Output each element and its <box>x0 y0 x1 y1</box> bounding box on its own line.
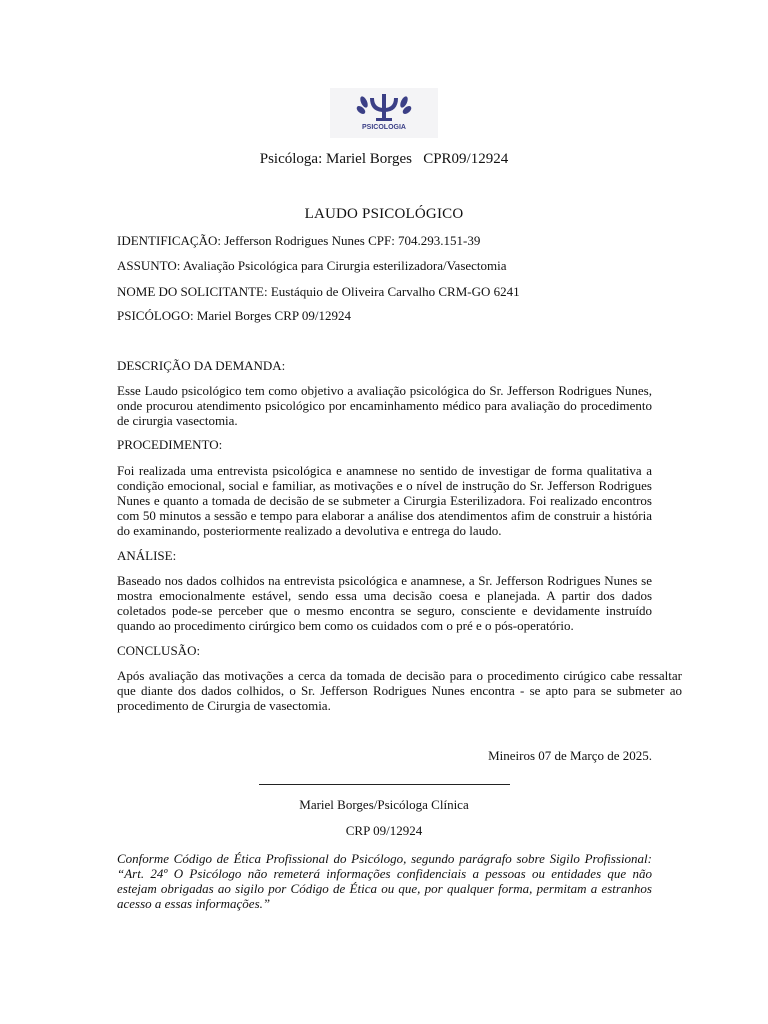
field-psicologo: PSICÓLOGO: Mariel Borges CRP 09/12924 <box>117 308 352 323</box>
field-assunto: ASSUNTO: Avaliação Psicológica para Cirurgia esterilizadora/Vasectomia <box>117 258 507 273</box>
psychologist-header: Psicóloga: Mariel Borges CPR09/12924 <box>259 151 509 167</box>
logo-text: PSICOLOGIA <box>362 124 406 131</box>
section-text-demanda: Esse Laudo psicológico tem como objetivo a avaliação psicológica do Sr. Jefferson Rodrigues Nunes, onde procurou atendimento psicológico por encaminhamento médico para avaliação do procedimento de cirurgia vasectomia. <box>117 383 652 428</box>
psychology-logo <box>330 88 438 138</box>
signature-line <box>259 784 510 785</box>
date-line: Mineiros 07 de Março de 2025. <box>488 748 652 763</box>
section-text-analise: Baseado nos dados colhidos na entrevista psicológica e anamnese, a Sr. Jefferson Rodrigues Nunes se mostra emocionalmente estável, sendo essa uma decisão coesa e planejada. A partir dos dados coletados pode-se perceber que o mesmo encontra se seguro, consciente e devidamente instruído quando ao procedimento cirúrgico bem como os cuidados com o pré e o pós-operatório. <box>117 573 652 633</box>
signature-name: Mariel Borges/Psicóloga Clínica <box>299 797 469 812</box>
ethics-note: Conforme Código de Ética Profissional do Psicólogo, segundo parágrafo sobre Sigilo Profissional: “Art. 24º O Psicólogo não remeterá informações confidenciais a pessoas ou entidades que não estejam obrigadas ao sigilo por Código de Ética ou que, por qualquer forma, permitam a estranhos acesso a essas informações.” <box>117 851 652 911</box>
signature-crp: CRP 09/12924 <box>345 823 423 838</box>
section-text-conclusao: Após avaliação das motivações a cerca da tomada de decisão para o procedimento cirúgico cabe ressaltar que diante dos dados colhidos, o Sr. Jefferson Rodrigues Nunes encontra - se apto para se submeter ao procedimento de Cirurgia de vasectomia. <box>117 668 682 713</box>
section-heading-conclusao: CONCLUSÃO: <box>117 643 201 658</box>
section-heading-procedimento: PROCEDIMENTO: <box>117 437 223 452</box>
document-title: LAUDO PSICOLÓGICO <box>304 206 464 222</box>
section-heading-demanda: DESCRIÇÃO DA DEMANDA: <box>117 358 286 373</box>
section-heading-analise: ANÁLISE: <box>117 548 177 563</box>
section-text-procedimento: Foi realizada uma entrevista psicológica e anamnese no sentido de investigar de forma qualitativa a condição emocional, social e familiar, as motivações e o nível de instrução do Sr. Jefferson Rodrigues Nunes e quanto a tomada de decisão de se submeter a Cirurgia Esterilizadora. Foi realizado encontros com 50 minutos a sessão e tempo para elaborar a análise dos atendimentos afim de construir a história do examinando, posteriormente realizado a devolutiva e entrega do laudo. <box>117 463 652 538</box>
field-identificacao: IDENTIFICAÇÃO: Jefferson Rodrigues Nunes CPF: 704.293.151-39 <box>117 233 481 248</box>
field-solicitante: NOME DO SOLICITANTE: Eustáquio de Oliveira Carvalho CRM-GO 6241 <box>117 284 520 299</box>
